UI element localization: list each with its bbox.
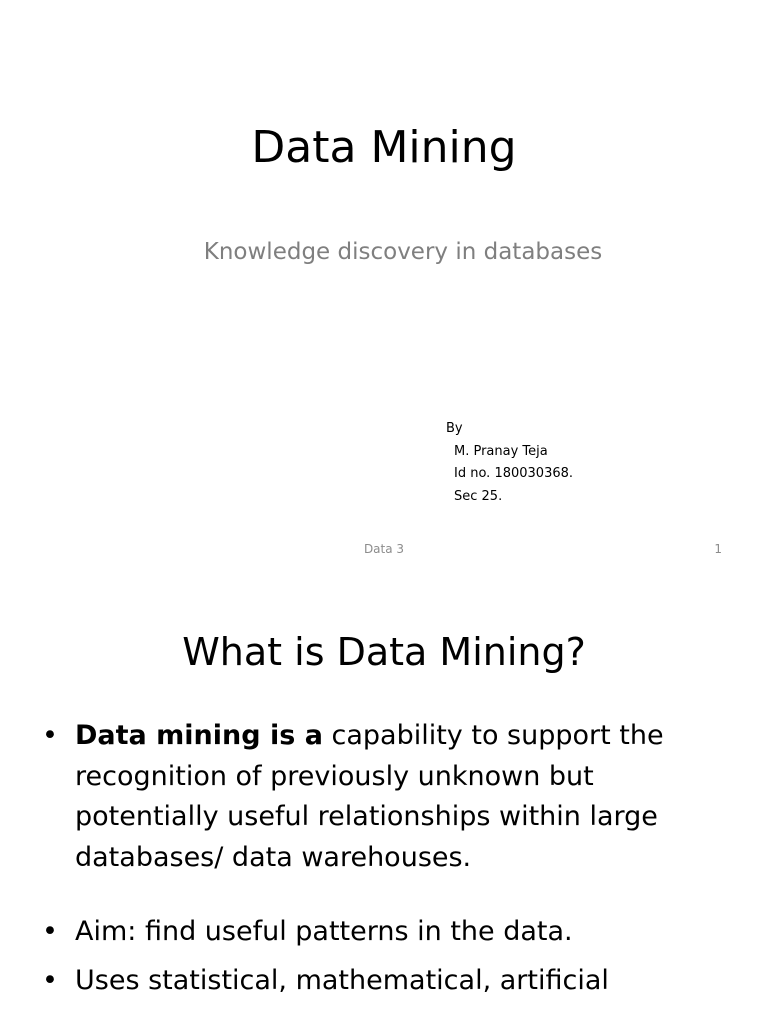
bullet-bold-text: Data mining is a xyxy=(75,720,323,751)
slide-title: What is Data Mining? xyxy=(182,630,586,674)
bullet-text: Uses statistical, mathematical, artificial xyxy=(75,964,609,996)
bullet-list xyxy=(42,716,742,1001)
author-section: Sec 25. xyxy=(454,488,503,504)
bullet-text: capability to support the recognition of previously unknown but potentially useful relationships within large databases/ data warehouses. xyxy=(75,720,664,873)
bullet-icon: • xyxy=(42,964,58,996)
bullet-icon: • xyxy=(42,720,58,751)
author-name: M. Pranay Teja xyxy=(454,443,548,459)
bullet-item xyxy=(42,716,742,878)
slide-title: Data Mining xyxy=(251,122,517,173)
slide-page-number: 1 xyxy=(714,542,722,556)
author-block xyxy=(446,418,573,508)
bullet-text: Aim: find useful patterns in the data. xyxy=(75,916,573,947)
author-id: Id no. 180030368. xyxy=(454,466,574,481)
author-by-label: By xyxy=(446,421,463,436)
bullet-item xyxy=(42,912,742,953)
bullet-icon: • xyxy=(42,916,58,947)
content-slide xyxy=(0,576,768,1024)
slide-subtitle: Knowledge discovery in databases xyxy=(203,239,603,265)
bullet-item xyxy=(42,961,742,1002)
slide-footer-text: Data 3 xyxy=(363,542,405,556)
